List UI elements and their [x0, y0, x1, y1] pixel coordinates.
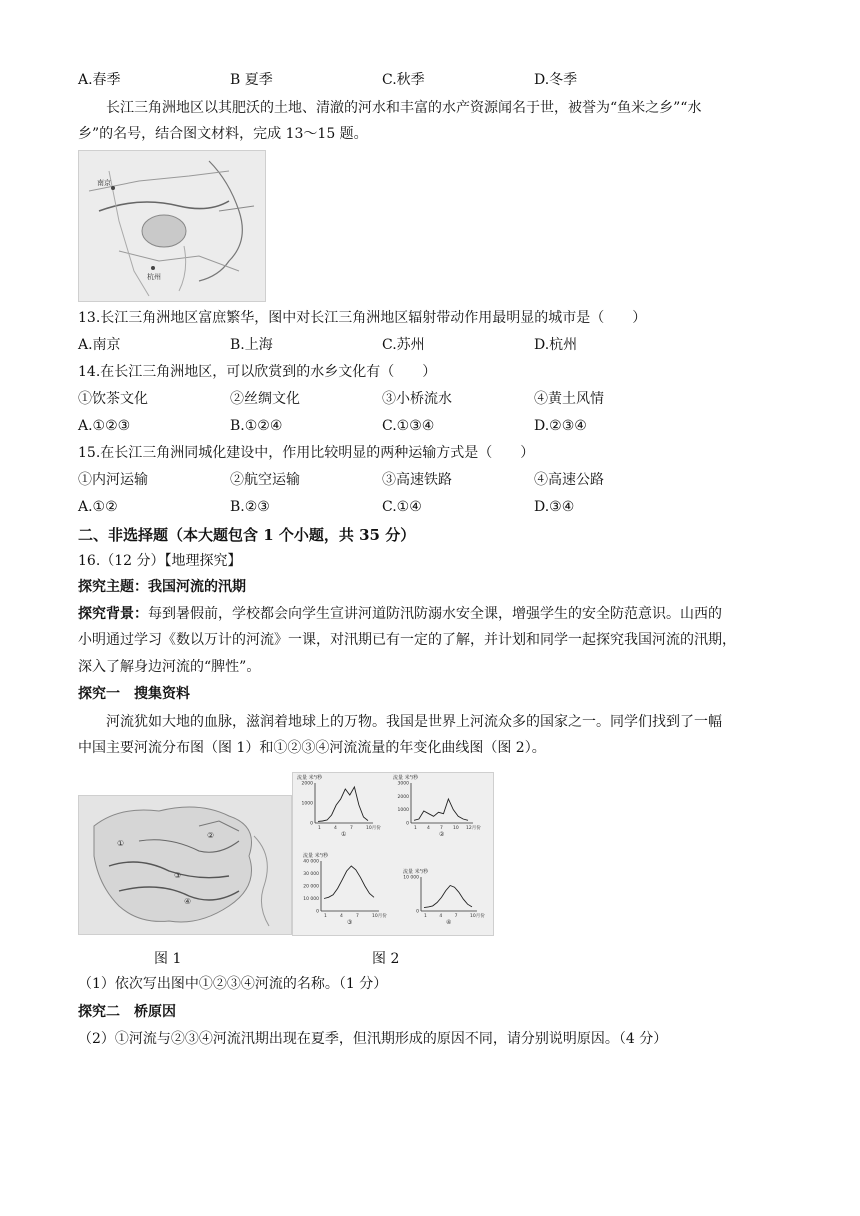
q12-option-b: B 夏季: [230, 72, 273, 88]
chart4-xtick: 4: [439, 914, 443, 919]
q16-1: （1）依次写出图中①②③④河流的名称。（1 分）: [78, 976, 388, 992]
q15-item-3: ③高速铁路: [382, 472, 452, 488]
q15-item-1: ①内河运输: [78, 472, 148, 488]
chart3-ylabel: 流量 米³/秒: [303, 853, 329, 859]
chart2-xtick: 1: [414, 826, 417, 831]
map-marker-2: ②: [207, 831, 215, 840]
chart4-ytick: 10 000: [403, 875, 419, 881]
chart4-marker: ④: [446, 919, 452, 926]
inquiry1-heading: 探究一 搜集资料: [78, 686, 190, 702]
chart2-marker: ②: [439, 831, 445, 838]
chart4-xtick: 1: [424, 914, 427, 919]
q12-option-c: C.秋季: [382, 72, 425, 88]
q13-stem: 13.长江三角洲地区富庶繁华，图中对长江三角洲地区辐射带动作用最明显的城市是（ ）: [78, 310, 647, 326]
q14-option-a: A.①②③: [78, 418, 131, 434]
q14-item-1: ①饮茶文化: [78, 391, 148, 407]
q14-option-b: B.①②④: [230, 418, 283, 434]
map-marker-1: ①: [117, 839, 125, 848]
background-label: 探究背景：: [78, 606, 148, 622]
background-line-1: 探究背景：每到暑假前，学校都会向学生宣讲河道防汛防溺水安全课，增强学生的安全防范意识。山西的: [78, 606, 722, 622]
chart2-ytick: 3000: [397, 781, 409, 787]
chart4-ylabel: 流量 米³/秒: [403, 869, 429, 875]
chart2-xtick: 12月份: [466, 826, 481, 831]
theme-text: 我国河流的汛期: [148, 579, 246, 595]
q15-option-b: B.②③: [230, 499, 270, 515]
q15-option-d: D.③④: [534, 499, 575, 515]
chart3-xtick: 4: [340, 914, 343, 919]
q15-option-a: A.①②: [78, 499, 118, 515]
fig2-caption: 图 2: [372, 951, 400, 967]
china-river-map: [78, 795, 292, 935]
inquiry1-line-2: 中国主要河流分布图（图 1）和①②③④河流流量的年变化曲线图（图 2）。: [78, 740, 546, 756]
chart3-ytick: 10 000: [303, 897, 319, 902]
chart3-xtick: 10月份: [372, 914, 387, 919]
chart2-xtick: 4: [427, 826, 430, 831]
chart2-flow-line: [414, 799, 468, 820]
chart1-flow-line: [318, 787, 368, 821]
chart3-marker: ③: [347, 919, 353, 926]
q16-header: 16.（12 分）【地理探究】: [78, 553, 242, 569]
chart2-ytick: 2000: [397, 794, 409, 800]
q13-option-c: C.苏州: [382, 337, 425, 353]
background-line-3: 深入了解身边河流的“脾性”。: [78, 659, 261, 675]
q13-option-a: A.南京: [78, 337, 121, 353]
chart1-xtick: 4: [334, 826, 337, 831]
q16-theme: [78, 577, 246, 597]
fig1-caption: 图 1: [154, 951, 182, 967]
yangtze-delta-map: [78, 150, 266, 302]
q12-option-a: A.春季: [78, 72, 121, 88]
chart4-xtick: 10月份: [470, 914, 485, 919]
chart4-ytick: 0: [416, 909, 419, 915]
chart3-ytick: 30 000: [303, 872, 319, 877]
q13-option-b: B.上海: [230, 337, 273, 353]
river-flow-charts: [292, 772, 494, 936]
q16-2: （2）①河流与②③④河流汛期出现在夏季，但汛期形成的原因不同，请分别说明原因。（4 分）: [78, 1031, 668, 1047]
intro-line-2: 乡”的名号，结合图文材料，完成 13～15 题。: [78, 126, 368, 142]
chart1-xtick: 7: [350, 826, 353, 831]
chart4-flow-line: [424, 886, 472, 908]
q14-item-4: ④黄土风情: [534, 391, 604, 407]
chart2-xtick: 7: [440, 826, 443, 831]
chart1-ytick: 1000: [301, 801, 313, 807]
map-marker-3: ③: [174, 871, 182, 880]
q14-item-3: ③小桥流水: [382, 391, 452, 407]
chart3-xtick: 1: [324, 914, 327, 919]
chart3-ytick: 0: [316, 909, 319, 915]
q15-stem: 15.在长江三角洲同城化建设中，作用比较明显的两种运输方式是（ ）: [78, 445, 535, 461]
chart3-ytick: 40 000: [303, 859, 319, 865]
background-line-2: 小明通过学习《数以万计的河流》一课，对汛期已有一定的了解，并计划和同学一起探究我国河流的汛期，: [78, 632, 736, 648]
q14-item-2: ②丝绸文化: [230, 391, 300, 407]
chart2-ylabel: 流量 米³/秒: [393, 775, 419, 781]
q14-option-d: D.②③④: [534, 418, 587, 434]
chart2-ytick: 1000: [397, 808, 409, 814]
map-marker-4: ④: [184, 897, 192, 906]
chart1-xtick: 10月份: [366, 826, 381, 831]
chart1-ylabel: 流量 米³/秒: [297, 775, 323, 781]
q15-item-4: ④高速公路: [534, 472, 604, 488]
chart3-ytick: 20 000: [303, 884, 319, 890]
chart4-xtick: 7: [454, 914, 458, 919]
chart2-xtick: 10: [453, 826, 459, 831]
chart1-xtick: 1: [318, 826, 321, 831]
q13-option-d: D.杭州: [534, 337, 578, 353]
intro-line-1: 长江三角洲地区以其肥沃的土地、清澈的河水和丰富的水产资源闻名于世，被誉为“鱼米之乡”“水: [106, 100, 702, 116]
flow-charts-svg: [293, 773, 493, 935]
chart1-ytick: 0: [310, 821, 313, 827]
chart1-ytick: 2000: [301, 781, 313, 787]
chart3-flow-line: [324, 866, 374, 899]
map-city-nanjing: 南京: [97, 179, 111, 187]
inquiry1-line-1: 河流犹如大地的血脉，滋润着地球上的万物。我国是世界上河流众多的国家之一。同学们找到了一幅: [106, 714, 722, 730]
section2-title: 二、非选择题（本大题包含 1 个小题，共 35 分）: [78, 526, 416, 544]
chart1-marker: ①: [341, 831, 347, 838]
chart2-ytick: 0: [406, 821, 409, 827]
q14-stem: 14.在长江三角洲地区，可以欣赏到的水乡文化有（ ）: [78, 364, 437, 380]
q15-item-2: ②航空运输: [230, 472, 300, 488]
theme-label: 探究主题：: [78, 579, 148, 595]
q12-option-d: D.冬季: [534, 72, 578, 88]
q15-option-c: C.①④: [382, 499, 422, 515]
q14-option-c: C.①③④: [382, 418, 435, 434]
inquiry2-heading: 探究二 桥原因: [78, 1004, 176, 1020]
map-city-hangzhou: 杭州: [147, 273, 161, 281]
chart3-xtick: 7: [356, 914, 359, 919]
